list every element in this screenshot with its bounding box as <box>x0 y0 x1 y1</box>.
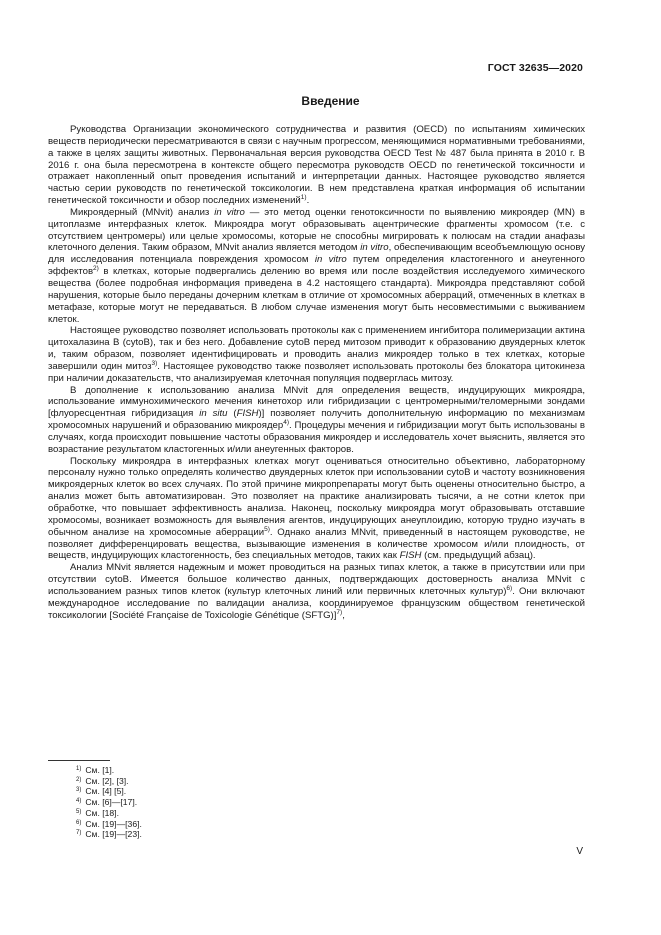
footnote-ref: 6) <box>506 584 513 592</box>
footnote-item <box>76 808 142 819</box>
text-run: . Настоящее руководство также позволяет использовать протоколы без блокатора цитокинеза при наличии доказательств, что анализируемая клеточная популяция подверглась митозу. <box>48 360 585 384</box>
text-run: . Процедуры мечения и гибридизации могут быть использованы в случаях, когда происходит повышение частоты образования микроядер и исследователь хочет выяснить, является это возрастание результатом кластогенных и/или анеугенных факторов. <box>48 420 585 455</box>
paragraph <box>48 562 585 621</box>
text-run: . Они включают международное исследование по валидации анализа, координируемое французским обществом генетической токсикологии [Société Française de Toxicologie Génétique (SFTG)] <box>48 585 585 621</box>
body-text <box>48 124 585 621</box>
footnote-mark: 5) <box>76 808 82 815</box>
text-run: путем определения кластогенного и анеугенного эффектов <box>48 254 585 278</box>
page-number: V <box>576 846 583 857</box>
footnote-item <box>76 819 142 830</box>
footnote-ref: 5) <box>264 525 270 533</box>
footnote-text: См. [19]—[36]. <box>85 818 142 829</box>
italic-term: FISH <box>399 550 422 562</box>
footnote-ref: 1) <box>300 194 307 202</box>
footnote-item <box>76 797 142 808</box>
footnote-separator <box>48 760 110 761</box>
text-run: Анализ MNvit является надежным и может проводиться на разных типах клеток, а также в присутствии или при отсутствии cytoB. Имеется большое количество данных, подтверждающих достоверность анализа MNvit с использованием разных типов клеток (культур клеточных линий или первичных клеточных культур) <box>48 562 585 597</box>
footnote-item <box>76 776 142 787</box>
footnote-text: См. [2], [3]. <box>85 775 129 786</box>
footnote-text: См. [4] [5]. <box>85 786 127 797</box>
text-run: в клетках, которые подвергались делению во время или после воздействия исследуемого химического вещества (более подробная информация приведена в 4.2 настоящего стандарта). Микроядра представляют собой нарушения, которые было переданы дочерним клеткам в отличие от хромосомных аберраций, отмеченных в клетках в метафазе, которые могут не передаваться. В любом случае изменения могут быть несовместимыми с выживанием клеток. <box>48 266 585 325</box>
text-run: Руководства Организации экономического сотрудничества и развития (OECD) по испытаниям химических веществ периодически пересматриваются в связи с научным прогрессом, меняющимися нормативными требованиями, а также в целях защиты животных. Первоначальная версия руководства OECD Test № 487 была принята в 2010 г. В 2016 г. она была пересмотрена в контексте общего пересмотра руководств OECD по генетической токсичности и отражает накопленный опыт проведения испытаний и интерпретации данных. Настоящее руководство является частью серии руководств по генетической токсикологии. В нем представлена краткая информация об испытании генетической токсичности и обзор последних изменений <box>48 124 585 207</box>
paragraph <box>48 207 585 325</box>
footnote-mark: 7) <box>76 830 82 837</box>
text-run: Поскольку микроядра в интерфазных клетках могут оцениваться относительно объективно, лабораторному персоналу нужно только определять количество двуядерных клеток при использовании cytoB и частоту возникновения микроядерных клеток во всех случаях. По этой причине микропрепараты могут быть оценены относительно быстро, а анализ может быть автоматизирован. Это позволяет на практике анализировать тысячи, а не сотни клеток при обработке, что повышает эффективность анализа. Наконец, поскольку микроядра могут образовывать отставшие хромосомы, возникает возможность для выявления агентов, индуцирующих анеуплоидию, которую трудно изучать в обычном анализе на хромосомные аберрации <box>48 455 585 538</box>
paragraph <box>48 325 585 384</box>
footnote-item <box>76 765 142 776</box>
footnote-item <box>76 786 142 797</box>
italic-term: FISH <box>236 408 259 420</box>
document-code: ГОСТ 32635—2020 <box>487 62 583 74</box>
text-run: . <box>306 195 310 207</box>
italic-term: in vitro <box>360 242 389 254</box>
text-run: Настоящее руководство позволяет использовать протоколы как с применением ингибитора полимеризации актина цитохалазина B (cytoB), так и без него. Добавление cytoB перед митозом приводит к образованию двуядерных клеток и, таким образом, позволяет идентифицировать и проводить анализ микроядер только в тех клетках, которые завершили один митоз <box>48 325 585 372</box>
footnote-mark: 1) <box>76 766 82 772</box>
text-run: Микроядерный (MNvit) анализ <box>70 206 215 218</box>
footnote-text: См. [18]. <box>85 807 119 818</box>
text-run: В дополнение к использованию анализа MNvit для определения веществ, индуцирующих микроядра, использование иммунохимического мечения кинетохор или гибридизации с центромерными/теломерными зондами [флуоресцентная гибридизация <box>48 384 585 420</box>
italic-term: in vitro <box>314 254 347 266</box>
text-run: )] позволяет получить дополнительную информацию по механизмам хромосомных нарушений и образованию микроядер <box>48 408 585 432</box>
footnote-text: См. [6]—[17]. <box>85 797 138 808</box>
footnote-mark: 4) <box>76 798 82 805</box>
italic-term: in vitro <box>214 206 245 218</box>
text-run: , <box>342 609 345 621</box>
footnotes <box>76 765 142 840</box>
text-run: , обеспечивающим всеобъемлющую основу для исследования потенциала повреждения хромосом <box>48 242 585 266</box>
footnote-ref: 3) <box>151 359 158 367</box>
text-run: (см. предыдущий абзац). <box>421 550 536 562</box>
footnote-text: См. [1]. <box>85 765 115 775</box>
section-title: Введение <box>301 94 360 108</box>
italic-term: in situ <box>199 408 228 420</box>
paragraph <box>48 385 585 456</box>
text-run: . Однако анализ MNvit, приведенный в настоящем руководстве, не позволяет дифференцировать вещества, вызывающие изменения в количестве хромосом и/или плоидность, от веществ, индуцирующих кластогенность, без специальных методов, таких как <box>48 526 585 562</box>
footnote-ref: 4) <box>283 419 290 427</box>
footnote-mark: 2) <box>76 776 82 783</box>
footnote-mark: 3) <box>76 787 82 794</box>
footnote-text: См. [19]—[23]. <box>85 829 142 840</box>
footnote-item <box>76 829 142 840</box>
footnote-ref: 2) <box>93 265 99 273</box>
paragraph <box>48 124 585 207</box>
footnote-mark: 6) <box>76 819 82 826</box>
paragraph <box>48 456 585 563</box>
text-run: ( <box>227 408 237 420</box>
text-run: — это метод оценки генотоксичности по выявлению микроядер (MN) в цитоплазме интерфазных клеток. Микроядра могут образовывать ацентрические фрагменты хромосом (т.е. с отсутствием центромеры) или целые хромосомы, которые не способны мигрировать к полюсам на стадии анафазы клеточного деления. Таким образом, MNvit анализ является методом <box>48 206 585 254</box>
footnote-ref: 7) <box>336 608 343 616</box>
